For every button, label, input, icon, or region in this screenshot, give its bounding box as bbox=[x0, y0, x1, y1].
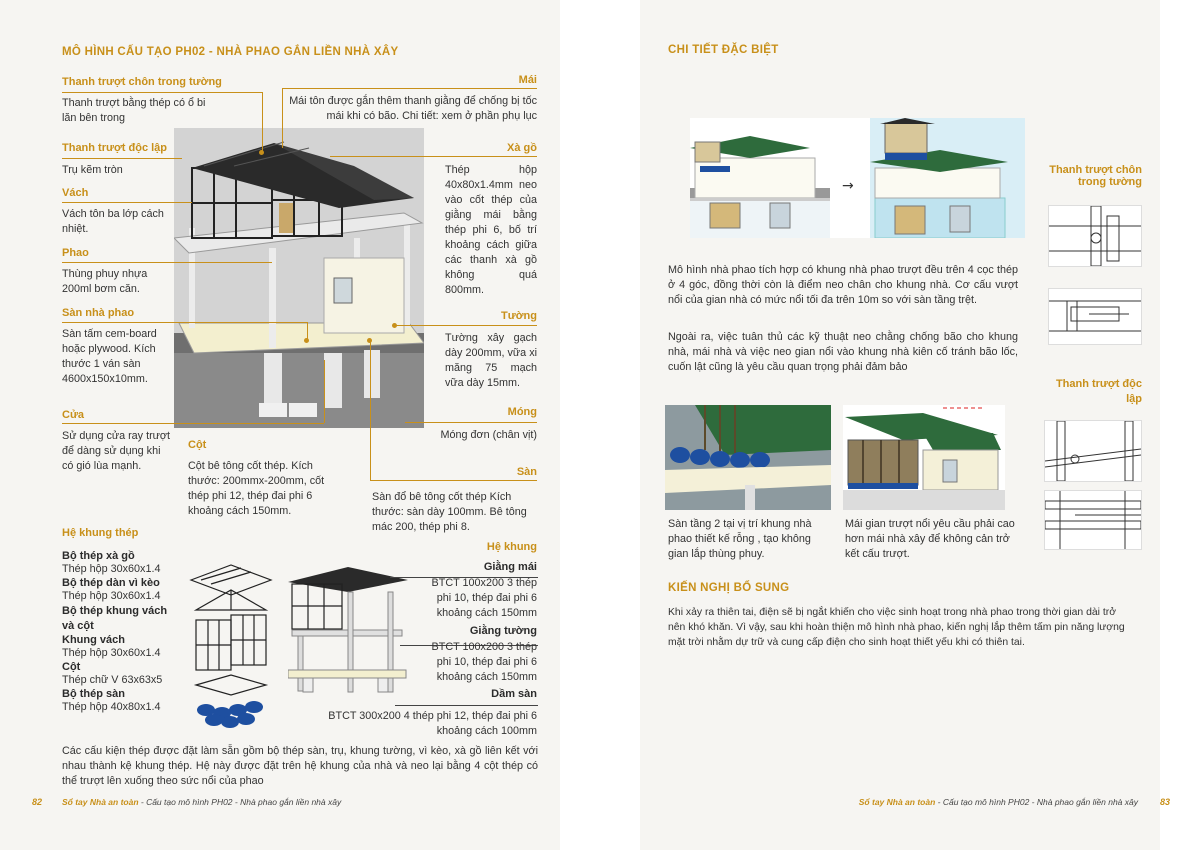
label-heading: Cột bbox=[188, 439, 207, 451]
leader-line bbox=[62, 423, 324, 424]
svg-text:→: → bbox=[842, 178, 854, 194]
page-title: MÔ HÌNH CẤU TẠO PH02 - NHÀ PHAO GẮN LIỀN NHÀ XÂY bbox=[62, 46, 399, 58]
rail-detail-drawing bbox=[1048, 205, 1142, 267]
frame-item-spec: Thép hộp 40x80x1.4 bbox=[62, 701, 161, 713]
marker-dot bbox=[392, 323, 397, 328]
footer bbox=[820, 797, 1138, 807]
paragraph-2: Ngoài ra, việc tuân thủ các kỹ thuật neo chằng chống bão cho khung nhà, mái nhà và việc neo gian nổi vào khung nhà kiên cố tránh bão lốc, cuốn lật cũng là yêu cầu quan trọng phải đảm bảo bbox=[668, 331, 1018, 373]
he-khung-heading: Giằng tường bbox=[469, 625, 537, 637]
leader-line bbox=[62, 92, 262, 93]
label-heading: Xà gồ bbox=[507, 142, 537, 154]
label-text: Trụ kẽm tròn bbox=[62, 164, 123, 176]
recommendation-title: KIẾN NGHỊ BỔ SUNG bbox=[668, 582, 790, 594]
rail-detail-drawing bbox=[1044, 420, 1142, 482]
he-khung-heading: Giằng mái bbox=[483, 561, 537, 573]
footer-book: Sổ tay Nhà an toàn bbox=[858, 797, 936, 807]
bottom-paragraph: Các cấu kiện thép được đặt làm sẵn gồm bộ thép sàn, trụ, khung tường, vì kèo, xà gồ liên kết với nhau thành kệ khung thép. Hệ này được đặt trên hệ khung của nhà và neo lại bằng 4 cột thép có thể trượt lên xuống theo sức nổi của phao bbox=[62, 745, 538, 787]
frame-item-name: Bộ thép dàn vì kèo bbox=[62, 577, 160, 589]
leader-line bbox=[62, 262, 272, 263]
roof-height-render bbox=[843, 405, 1005, 510]
label-text: Sử dụng cửa ray trượt để dàng sử dụng khi có gió lùa mạnh. bbox=[62, 430, 170, 472]
frame-item-spec: Thép chữ V 63x63x5 bbox=[62, 674, 163, 686]
leader-line bbox=[395, 705, 538, 706]
label-text: Cột bê tông cốt thép. Kích thước: 200mmx-200mm, cốt thép phi 12, thép đai phi 6 khoảng cách 150mm. bbox=[188, 460, 325, 517]
label-text: Sàn đổ bê tông cốt thép Kích thước: sàn dày 100mm. Bê tông mác 200, thép phi 8. bbox=[372, 491, 527, 533]
marker-dot bbox=[259, 150, 264, 155]
caption-floor-slot: Sàn tầng 2 tại vị trí khung nhà phao thiết kế rỗng , tạo không gian lắp thùng phuy. bbox=[668, 518, 812, 560]
he-khung-heading: Dầm sàn bbox=[491, 688, 537, 700]
footer-sub: - Cấu tạo mô hình PH02 - Nhà phao gắn liền nhà xây bbox=[138, 797, 342, 807]
frame-item-name: Bộ thép xà gồ bbox=[62, 550, 135, 562]
marker-dot bbox=[367, 338, 372, 343]
frame-item-spec: Thép hộp 30x60x1.4 bbox=[62, 647, 161, 659]
side-label-embedded-rail: Thanh trượt chôn trong tường bbox=[1049, 164, 1142, 188]
leader-line bbox=[370, 340, 371, 480]
label-heading: Sàn bbox=[516, 466, 537, 478]
he-khung-title: Hệ khung bbox=[486, 541, 537, 553]
label-heading: Mái bbox=[518, 74, 537, 86]
label-text: Mái tôn được gắn thêm thanh giằng để chống bị tốc mái khi có bão. Chi tiết: xem ở phần phụ lục bbox=[289, 95, 537, 122]
house-illustration bbox=[174, 128, 424, 428]
paragraph-1: Mô hình nhà phao tích hợp có khung nhà phao trượt đều trên 4 cọc thép ở 4 góc, đồng thời còn là điểm neo chân cho khung nhà. Cơ cấu vượt nổi của gian nhà có mức nổi tối đa trên 10m so với sàn tầng trệt. bbox=[668, 264, 1018, 306]
leader-line bbox=[330, 156, 537, 157]
page-number: 83 bbox=[1160, 797, 1171, 807]
frame-item-spec: Thép hộp 30x60x1.4 bbox=[62, 590, 161, 602]
rail-detail-drawing bbox=[1048, 288, 1142, 345]
leader-line bbox=[395, 325, 537, 326]
leader-line bbox=[282, 88, 283, 148]
frame-item-name: Cột bbox=[62, 661, 81, 673]
steel-frame-illustration bbox=[186, 560, 276, 730]
label-heading: Vách bbox=[62, 187, 89, 199]
label-text: Thép hộp 40x80x1.4mm neo vào cốt thép của giằng mái bằng thép phi 6, bố trí khoảng cách giữa các thanh xà gồ không quá 800mm. bbox=[445, 164, 537, 296]
he-khung-text: BTCT 100x200 3 thép phi 10, thép đai phi 6 khoảng cách 150mm bbox=[431, 577, 537, 619]
footer-sub: - Cấu tạo mô hình PH02 - Nhà phao gắn liền nhà xây bbox=[935, 797, 1138, 807]
frame-item-name: Bộ thép sàn bbox=[62, 688, 125, 700]
rail-detail-drawing bbox=[1044, 490, 1142, 550]
frame-section-title: Hệ khung thép bbox=[62, 527, 139, 539]
leader-line bbox=[324, 360, 325, 423]
label-text: Móng đơn (chân vịt) bbox=[440, 429, 537, 441]
page-number: 82 bbox=[32, 797, 43, 807]
leader-line bbox=[282, 88, 537, 89]
page-title: CHI TIẾT ĐẶC BIỆT bbox=[668, 44, 779, 56]
floor-slot-render bbox=[665, 405, 831, 510]
leader-line bbox=[370, 480, 537, 481]
leader-line bbox=[405, 422, 537, 423]
section-illustration bbox=[288, 562, 410, 697]
before-after-illustration bbox=[690, 118, 1025, 238]
frame-item-name: Bộ thép khung vách và cột bbox=[62, 605, 168, 632]
footer bbox=[62, 797, 341, 807]
label-heading: Móng bbox=[507, 406, 537, 418]
label-heading: Thanh trượt chôn trong tường bbox=[62, 76, 222, 88]
label-text: Tường xây gạch dày 200mm, vữa xi măng 75 mạch vữa dày 15mm. bbox=[445, 332, 537, 389]
label-heading: Sàn nhà phao bbox=[62, 307, 135, 319]
label-heading: Phao bbox=[62, 247, 89, 259]
label-text: Vách tôn ba lớp cách nhiệt. bbox=[62, 208, 164, 235]
right-page bbox=[640, 0, 1171, 850]
frame-item-name: Khung vách bbox=[62, 634, 125, 646]
frame-list bbox=[62, 550, 182, 715]
label-heading: Cửa bbox=[62, 409, 85, 421]
leader-line bbox=[262, 92, 263, 154]
he-khung-text: BTCT 100x200 3 thép phi 10, thép đai phi 6 khoảng cách 150mm bbox=[431, 641, 537, 683]
marker-dot bbox=[304, 338, 309, 343]
label-heading: Tường bbox=[501, 310, 537, 322]
footer-book: Sổ tay Nhà an toàn bbox=[62, 797, 139, 807]
label-text: Thanh trượt bằng thép có ổ bi lăn bên trong bbox=[62, 97, 206, 124]
caption-roof-height: Mái gian trượt nổi yêu cầu phải cao hơn mái nhà xây để không cản trở kết cấu trượt. bbox=[845, 518, 1015, 560]
label-heading: Thanh trượt độc lập bbox=[62, 142, 168, 154]
label-text: Sàn tấm cem-board hoặc plywood. Kích thước 1 ván sàn 4600x150x10mm. bbox=[62, 328, 157, 385]
label-text: Thùng phuy nhựa 200ml bơm căn. bbox=[62, 268, 148, 295]
frame-item-spec: Thép hộp 30x60x1.4 bbox=[62, 563, 161, 575]
leader-line bbox=[62, 202, 192, 203]
leader-line bbox=[62, 158, 182, 159]
recommendation-text: Khi xảy ra thiên tai, điện sẽ bị ngắt khiến cho việc sinh hoạt trong nhà phao trong thời gian dài trở nên khó khăn. Vì vậy, sau khi hoàn thiện mô hình nhà phao, kiến nghị lắp thêm tấm pin năng lượng mặt trời nhằm dự trữ và cung cấp điện cho sinh hoạt thiết yếu khi có thiên tai. bbox=[668, 607, 1125, 648]
side-label-free-rail: Thanh trượt độc lập bbox=[1055, 378, 1142, 405]
left-page bbox=[0, 0, 560, 850]
he-khung-text: BTCT 300x200 4 thép phi 12, thép đai phi 6 khoảng cách 100mm bbox=[328, 710, 537, 737]
leader-line bbox=[62, 322, 307, 323]
